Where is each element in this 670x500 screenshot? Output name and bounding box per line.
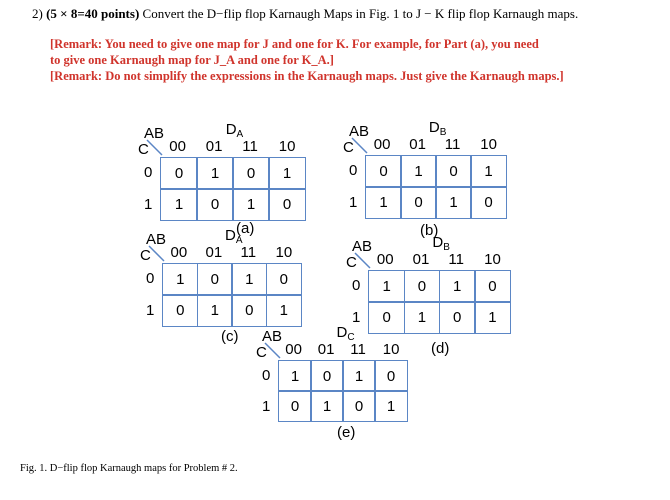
karnaugh-cell: 1 bbox=[278, 360, 312, 392]
map-title bbox=[429, 119, 447, 136]
karnaugh-cell: 0 bbox=[196, 188, 234, 221]
row-header: 0 bbox=[352, 277, 361, 294]
row-header: 0 bbox=[262, 366, 271, 384]
row-header: 0 bbox=[144, 164, 153, 181]
karnaugh-cell: 0 bbox=[160, 157, 198, 190]
map-title-letter: D bbox=[336, 324, 348, 341]
column-header: 10 bbox=[480, 136, 497, 153]
karnaugh-cell: 1 bbox=[196, 157, 234, 190]
karnaugh-cell: 0 bbox=[310, 360, 344, 392]
row-variable-label: AB bbox=[144, 125, 165, 142]
karnaugh-cell: 1 bbox=[368, 270, 405, 303]
column-header: 01 bbox=[205, 138, 223, 155]
row-variable-label: AB bbox=[146, 231, 167, 248]
problem-points: (5 × 8=40 points) bbox=[46, 6, 140, 21]
map-title bbox=[337, 324, 355, 341]
map-title-subscript: C bbox=[347, 332, 355, 343]
column-header: 00 bbox=[285, 341, 302, 358]
column-header: 10 bbox=[484, 251, 501, 268]
column-variable-label: C bbox=[346, 254, 357, 271]
row-header: 1 bbox=[352, 309, 361, 326]
part-label: (b) bbox=[420, 222, 439, 239]
karnaugh-cell: 1 bbox=[232, 188, 270, 221]
karnaugh-grid bbox=[368, 270, 511, 334]
column-header: 10 bbox=[278, 138, 296, 155]
karnaugh-grid bbox=[162, 263, 302, 327]
column-header: 01 bbox=[317, 341, 335, 358]
remark-line: [Remark: You need to give one map for J and one for K. For example, for Part (a), you need bbox=[50, 37, 539, 51]
karnaugh-cell: 1 bbox=[365, 186, 402, 219]
map-title-subscript: B bbox=[443, 242, 450, 253]
map-title bbox=[225, 227, 243, 244]
map-title-subscript: A bbox=[236, 129, 244, 140]
remark-line: [Remark: Do not simplify the expressions in the Karnaugh maps. Just give the Karnaugh maps.] bbox=[50, 69, 564, 83]
karnaugh-cell: 1 bbox=[435, 186, 472, 219]
column-variable-label: C bbox=[138, 141, 149, 158]
row-header: 0 bbox=[349, 162, 358, 179]
column-header: 01 bbox=[205, 244, 223, 261]
karnaugh-cell: 0 bbox=[368, 301, 405, 334]
map-title bbox=[432, 234, 450, 251]
row-header: 1 bbox=[349, 194, 358, 211]
karnaugh-cell: 0 bbox=[342, 390, 376, 422]
row-variable-label: AB bbox=[352, 238, 373, 255]
column-header: 11 bbox=[240, 244, 257, 261]
problem-number: 2) bbox=[32, 6, 43, 21]
karnaugh-cell: 1 bbox=[404, 301, 441, 334]
karnaugh-cell: 0 bbox=[278, 390, 312, 422]
karnaugh-cell: 0 bbox=[197, 263, 233, 296]
karnaugh-cell: 0 bbox=[268, 188, 306, 221]
column-header: 10 bbox=[382, 341, 400, 358]
column-header: 10 bbox=[275, 244, 293, 261]
karnaugh-cell: 0 bbox=[374, 360, 408, 392]
karnaugh-cell: 0 bbox=[474, 270, 511, 303]
part-label: (a) bbox=[236, 220, 255, 237]
map-title bbox=[226, 121, 244, 138]
corner-diagonal bbox=[146, 139, 166, 157]
karnaugh-cell: 1 bbox=[374, 390, 408, 422]
karnaugh-cell: 1 bbox=[231, 263, 267, 296]
karnaugh-cell: 1 bbox=[439, 270, 476, 303]
figure-caption: Fig. 1. D−flip flop Karnaugh maps for Problem # 2. bbox=[20, 463, 238, 474]
karnaugh-cell: 1 bbox=[266, 294, 302, 327]
karnaugh-cell: 0 bbox=[266, 263, 302, 296]
row-header: 0 bbox=[146, 270, 155, 287]
part-label: (d) bbox=[431, 340, 450, 357]
row-header: 1 bbox=[262, 397, 271, 415]
remarks bbox=[50, 37, 650, 85]
corner-diagonal bbox=[264, 342, 284, 360]
karnaugh-cell: 0 bbox=[435, 155, 472, 188]
column-header: 01 bbox=[409, 136, 426, 153]
row-variable-label: AB bbox=[262, 328, 283, 345]
karnaugh-cell: 1 bbox=[160, 188, 198, 221]
map-title-letter: D bbox=[432, 234, 444, 251]
row-header: 1 bbox=[146, 302, 155, 319]
karnaugh-grid bbox=[365, 155, 507, 219]
map-title-subscript: A bbox=[235, 235, 243, 246]
map-title-letter: D bbox=[428, 119, 440, 136]
karnaugh-cell: 1 bbox=[162, 263, 198, 296]
column-header: 00 bbox=[373, 136, 391, 153]
karnaugh-grid bbox=[160, 157, 306, 221]
column-header: 00 bbox=[376, 251, 394, 268]
karnaugh-cell: 1 bbox=[310, 390, 344, 422]
column-header: 11 bbox=[448, 251, 464, 268]
part-label: (c) bbox=[221, 328, 239, 345]
map-title-letter: D bbox=[225, 121, 237, 138]
map-title-letter: D bbox=[225, 227, 236, 244]
karnaugh-cell: 0 bbox=[439, 301, 476, 334]
karnaugh-cell: 0 bbox=[400, 186, 437, 219]
column-header: 11 bbox=[350, 341, 366, 358]
column-variable-label: C bbox=[343, 139, 354, 156]
karnaugh-cell: 1 bbox=[400, 155, 437, 188]
column-variable-label: C bbox=[256, 344, 267, 361]
problem-text: Convert the D−flip flop Karnaugh Maps in Fig. 1 to J − K flip flop Karnaugh maps. bbox=[142, 6, 579, 21]
karnaugh-cell: 1 bbox=[268, 157, 306, 190]
karnaugh-cell: 1 bbox=[197, 294, 233, 327]
row-header: 1 bbox=[144, 196, 153, 213]
karnaugh-cell: 0 bbox=[231, 294, 267, 327]
part-label: (e) bbox=[337, 424, 356, 441]
karnaugh-cell: 1 bbox=[474, 301, 511, 334]
karnaugh-cell: 1 bbox=[342, 360, 376, 392]
karnaugh-cell: 0 bbox=[162, 294, 198, 327]
karnaugh-cell: 0 bbox=[404, 270, 441, 303]
problem-statement bbox=[32, 6, 662, 22]
row-variable-label: AB bbox=[349, 123, 370, 140]
karnaugh-cell: 0 bbox=[365, 155, 402, 188]
corner-diagonal bbox=[354, 252, 374, 270]
column-header: 11 bbox=[444, 136, 461, 153]
karnaugh-cell: 1 bbox=[470, 155, 507, 188]
remark-line: to give one Karnaugh map for J_A and one for K_A.] bbox=[50, 53, 334, 67]
column-variable-label: C bbox=[140, 247, 151, 264]
column-header: 00 bbox=[169, 138, 186, 155]
karnaugh-cell: 0 bbox=[232, 157, 270, 190]
column-header: 11 bbox=[242, 138, 258, 155]
karnaugh-cell: 0 bbox=[470, 186, 507, 219]
map-title-subscript: B bbox=[439, 127, 447, 138]
column-header: 00 bbox=[170, 244, 188, 261]
column-header: 01 bbox=[412, 251, 430, 268]
corner-diagonal bbox=[148, 245, 168, 263]
karnaugh-grid bbox=[278, 360, 408, 422]
corner-diagonal bbox=[351, 137, 371, 155]
